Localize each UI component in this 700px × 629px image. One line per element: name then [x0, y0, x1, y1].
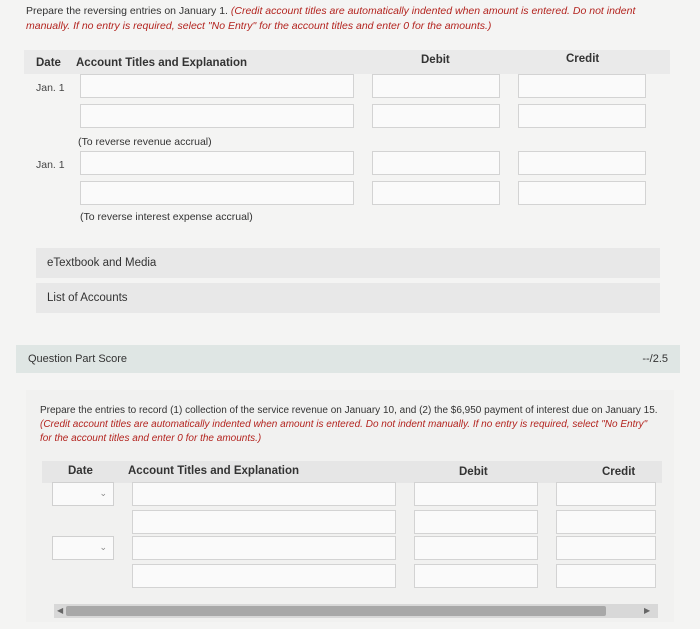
part2-header-debit: Debit: [459, 466, 488, 478]
part2-instructions: [40, 404, 660, 446]
entry1-date: Jan. 1: [36, 82, 65, 94]
entry2-row1-debit-input[interactable]: [372, 151, 500, 175]
part2-entry1-row1-account-input[interactable]: [132, 482, 396, 506]
entry1-row2-credit-input[interactable]: [518, 104, 646, 128]
part2-entry1-row2-credit-input[interactable]: [556, 510, 656, 534]
score-label: Question Part Score: [28, 353, 128, 365]
score-value: --/2.5: [642, 353, 668, 365]
part2-entry2-date-select[interactable]: [52, 536, 114, 560]
etextbook-link[interactable]: eTextbook and Media: [36, 248, 660, 278]
entry2-row2-debit-input[interactable]: [372, 181, 500, 205]
list-of-accounts-link[interactable]: List of Accounts: [36, 283, 660, 313]
header-debit: Debit: [421, 54, 450, 66]
chevron-down-icon: ⌄: [99, 542, 107, 552]
caret-left-icon[interactable]: ◀: [57, 606, 64, 615]
part2-entry1-row2-debit-input[interactable]: [414, 510, 538, 534]
part2-instruction-red: (Credit account titles are automatically indented when amount is entered. Do not indent manually. If no entry is required, select "No Entry" for the account titles and enter 0 for the amounts.): [40, 419, 648, 444]
caret-right-icon[interactable]: ▶: [644, 606, 651, 615]
entry1-row2-account-input[interactable]: [80, 104, 354, 128]
entry1-row2-debit-input[interactable]: [372, 104, 500, 128]
part1-instruction-red: (Credit account titles are automatically indented when amount is entered. Do not indent manually. If no entry is required, select "No Entry" for the account titles and enter 0 for the amounts.): [26, 5, 636, 32]
header-credit: Credit: [566, 53, 600, 65]
part1-instructions: [26, 4, 676, 34]
part2-entry2-row2-credit-input[interactable]: [556, 564, 656, 588]
part2-header-account: Account Titles and Explanation: [128, 465, 300, 477]
part1-instruction-plain: Prepare the reversing entries on January 1.: [26, 5, 228, 17]
part2-entry2-row2-account-input[interactable]: [132, 564, 396, 588]
part2-entry2-row2-debit-input[interactable]: [414, 564, 538, 588]
part2-entry1-row1-debit-input[interactable]: [414, 482, 538, 506]
header-account: Account Titles and Explanation: [76, 57, 248, 69]
entry2-row1-credit-input[interactable]: [518, 151, 646, 175]
part2-instruction-plain: Prepare the entries to record (1) collection of the service revenue on January 10, and (2) the $6,950 payment of interest due on January 15.: [40, 405, 658, 416]
entry1-row1-credit-input[interactable]: [518, 74, 646, 98]
entry2-date: Jan. 1: [36, 159, 65, 171]
entry1-note: (To reverse revenue accrual): [78, 136, 212, 148]
part2-header-date: Date: [68, 465, 93, 477]
question-part-score-bar: [16, 345, 680, 373]
entry2-row2-credit-input[interactable]: [518, 181, 646, 205]
scrollbar-thumb[interactable]: [66, 606, 606, 616]
entry1-row1-debit-input[interactable]: [372, 74, 500, 98]
entry1-row1-account-input[interactable]: [80, 74, 354, 98]
entry2-row2-account-input[interactable]: [80, 181, 354, 205]
part2-entry2-row1-debit-input[interactable]: [414, 536, 538, 560]
part2-entry2-row1-account-input[interactable]: [132, 536, 396, 560]
chevron-down-icon: ⌄: [99, 488, 107, 498]
part2-entry1-row2-account-input[interactable]: [132, 510, 396, 534]
header-date: Date: [36, 57, 61, 69]
part2-entry2-row1-credit-input[interactable]: [556, 536, 656, 560]
entry2-note: (To reverse interest expense accrual): [80, 211, 253, 223]
part2-header-credit: Credit: [602, 466, 636, 478]
part2-entry1-row1-credit-input[interactable]: [556, 482, 656, 506]
part2-entry1-date-select[interactable]: [52, 482, 114, 506]
entry2-row1-account-input[interactable]: [80, 151, 354, 175]
